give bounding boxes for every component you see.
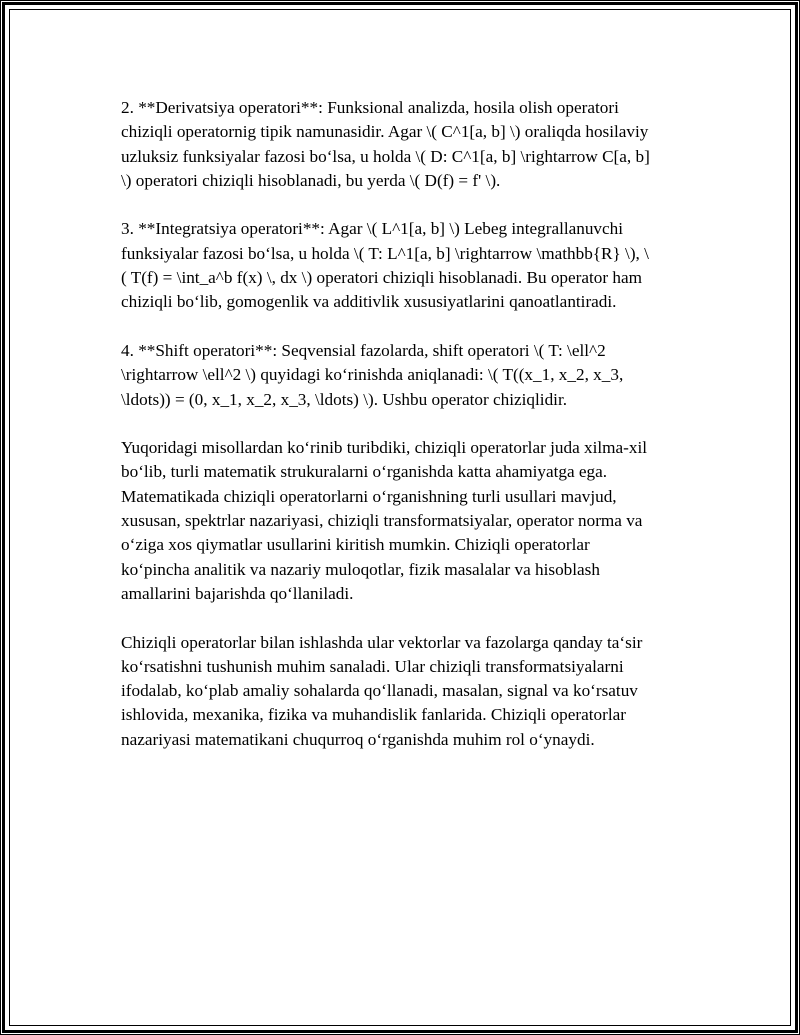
paragraph-summary: Yuqoridagi misollardan ko‘rinib turibdiki, chiziqli operatorlar juda xilma-xil bo‘lib, turli matematik strukuralarni o‘rganishda katta ahamiyatga ega. Matematikada chiziqli operatorlarni o‘rganishning turli usullari mavjud, xususan, spektrlar nazariyasi, chiziqli transformatsiyalar, operator norma va o‘ziga xos qiymatlar usullarini kiritish mumkin. Chiziqli operatorlar ko‘pincha analitik va nazariy muloqotlar, fizik masalalar va hisoblash amallarini bajarishda qo‘llaniladi. [121,438,648,603]
document-body [121,96,696,776]
paragraph-derivative-operator: 2. **Derivatsiya operatori**: Funksional analizda, hosila olish operatori chiziqli operatornig tipik namunasidir. Agar \( C^1[a, b] \) oraliqda hosilaviy uzluksiz funksiyalar fazosi bo‘lsa, u holda \( D: C^1[a, b] \rightarrow C[a, b] \) operatori chiziqli hisoblanadi, bu yerda \( D(f) = f' \). [121,98,650,190]
paragraph-conclusion: Chiziqli operatorlar bilan ishlashda ular vektorlar va fazolarga qanday ta‘sir ko‘rsatishni tushunish muhim sanaladi. Ular chiziqli transformatsiyalarni ifodalab, ko‘plab amaliy sohalarda qo‘llanadi, masalan, signal va ko‘rsatuv ishlovida, mexanika, fizika va muhandislik fanlarida. Chiziqli operatorlar nazariyasi matematikani chuqurroq o‘rganishda muhim rol o‘ynaydi. [121,632,643,749]
paragraph-shift-operator: 4. **Shift operatori**: Seqvensial fazolarda, shift operatori \( T: \ell^2 \rightarrow \ell^2 \) quyidagi ko‘rinishda aniqlanadi: \( T((x_1, x_2, x_3, \ldots)) = (0, x_1, x_2, x_3, \ldots) \). Ushbu operator chiziqlidir. [121,340,624,409]
paragraph-integration-operator: 3. **Integratsiya operatori**: Agar \( L^1[a, b] \) Lebeg integrallanuvchi funksiyalar fazosi bo‘lsa, u holda \( T: L^1[a, b] \rightarrow \mathbb{R} \), \ ( T(f) = \int_a^b f(x) \, dx \) operatori chiziqli hisoblanadi. Bu operator ham chiziqli bo‘lib, gomogenlik va additivlik xususiyatlarini qanoatlantiradi. [121,219,649,312]
